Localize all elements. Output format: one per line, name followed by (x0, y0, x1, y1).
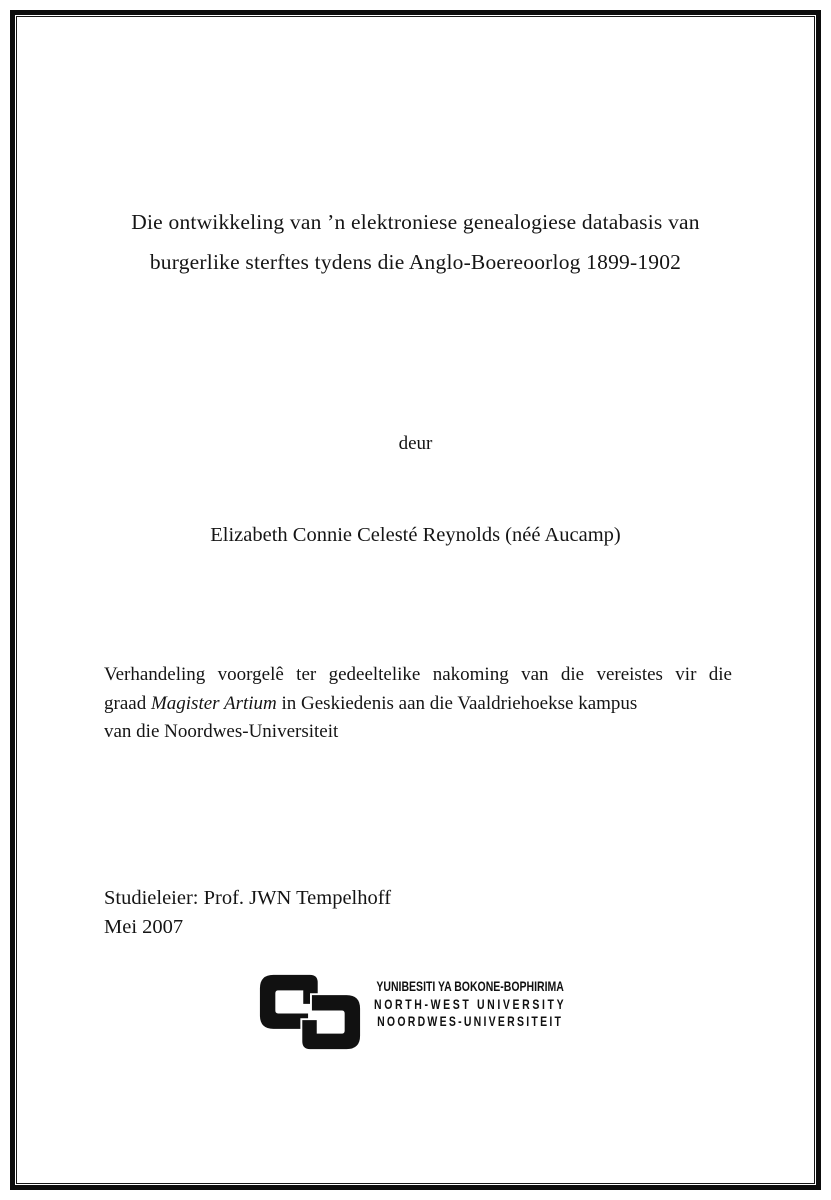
date-line: Mei 2007 (104, 915, 184, 938)
byline-deur: deur (398, 433, 433, 454)
university-name-english: NORTH-WEST UNIVERSITY (374, 995, 567, 1012)
thesis-title (60, 202, 771, 282)
thesis-title-line-1: Die ontwikkeling van ’n elektroniese genealogiese databasis van (131, 210, 700, 234)
degree-statement-line-2-prefix: graad (104, 692, 151, 714)
university-logo (258, 971, 642, 1053)
nwu-chain-logo-icon (258, 971, 362, 1053)
thesis-title-line-2: burgerlike sterftes tydens die Anglo-Boereoorlog 1899-1902 (149, 250, 682, 274)
degree-statement-line-2 (104, 690, 732, 719)
degree-statement (104, 661, 732, 747)
supervisor-and-date (104, 884, 391, 941)
university-name-afrikaans: NOORDWES-UNIVERSITEIT (377, 1013, 564, 1029)
degree-statement-line-2-suffix: in Geskiedenis aan die Vaaldriehoekse kampus (276, 692, 638, 714)
university-name-setswana: YUNIBESITI YA BOKONE-BOPHIRIMA (376, 978, 564, 994)
degree-statement-line-1: Verhandeling voorgelê ter gedeeltelike nakoming van die vereistes vir die (104, 664, 732, 685)
university-logo-wordmark (367, 978, 573, 1031)
author-name: Elizabeth Connie Celesté Reynolds (néé Aucamp) (210, 524, 621, 546)
degree-statement-line-3: van die Noordwes-Universiteit (104, 721, 339, 742)
supervisor-line: Studieleier: Prof. JWN Tempelhoff (104, 887, 392, 909)
degree-name-italic: Magister Artium (150, 692, 277, 714)
